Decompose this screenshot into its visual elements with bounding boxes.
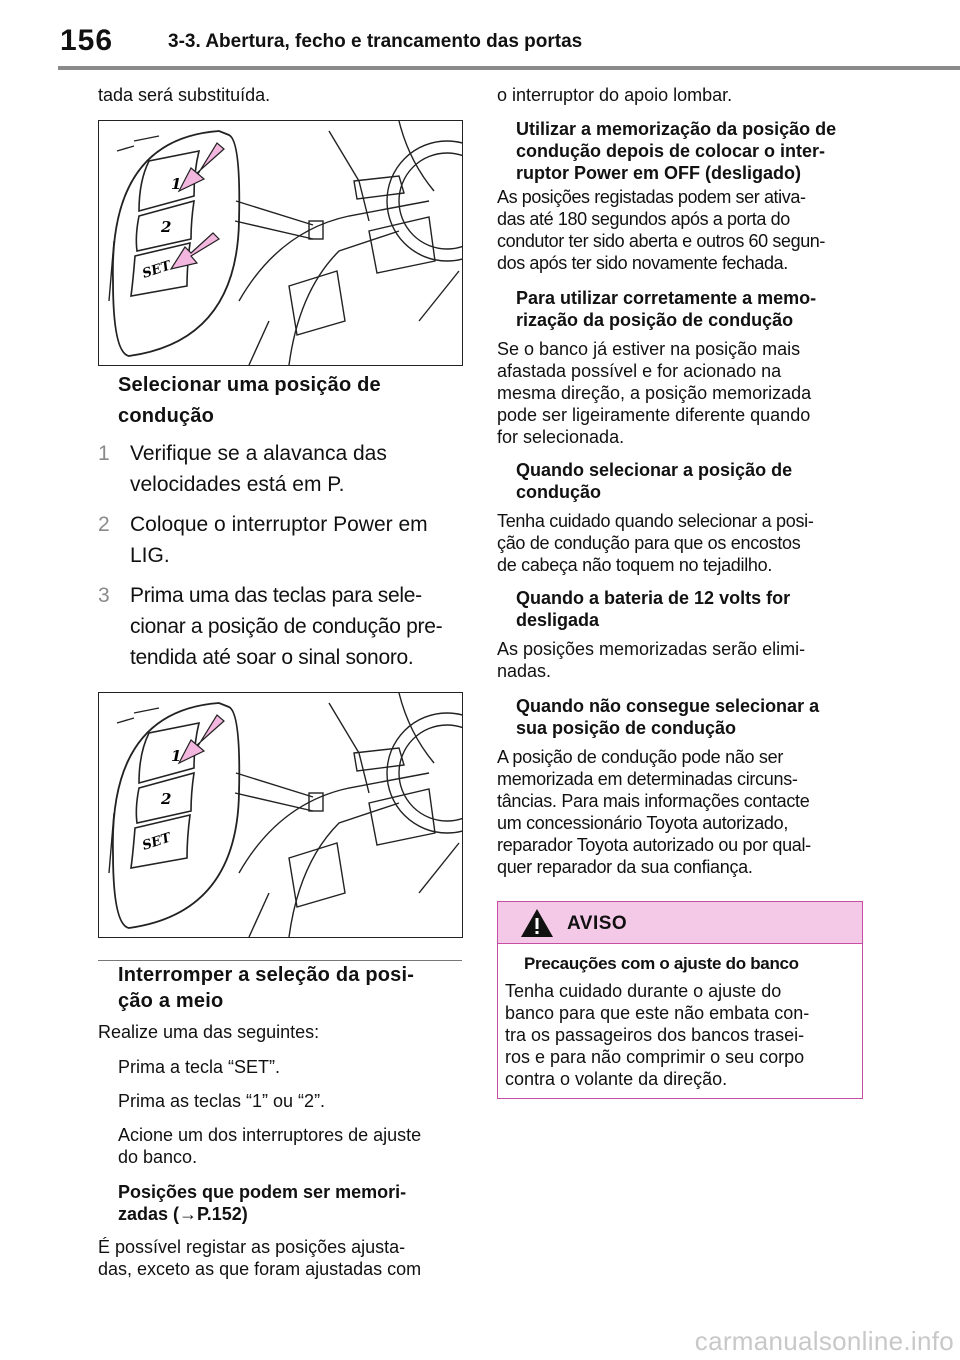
- note-body: [497, 746, 811, 878]
- page-number: 156: [60, 24, 114, 57]
- step-number: 3: [98, 584, 110, 607]
- heading-line: condução: [118, 405, 215, 427]
- body-line: As posições memorizadas serão elimi-: [497, 639, 806, 659]
- positions-body: [98, 1236, 421, 1280]
- interrupt-heading: [118, 962, 414, 1014]
- heading-line: Interromper a seleção da posi-: [118, 964, 415, 986]
- button-set-label: SET: [140, 830, 173, 854]
- step-line: LIG.: [130, 544, 170, 567]
- body-line: É possível registar as posições ajusta-: [98, 1237, 406, 1257]
- body-line: Tenha cuidado durante o ajuste do: [505, 981, 782, 1001]
- button-1-label: 1: [171, 175, 182, 193]
- heading-line: Posições que podem ser memori-: [118, 1182, 407, 1202]
- heading-line: rização da posição de condução: [516, 310, 794, 330]
- heading-line: Para utilizar corretamente a memo-: [516, 288, 817, 308]
- warning-subheading: Precauções com o ajuste do banco: [524, 954, 799, 973]
- body-line: for selecionada.: [497, 427, 625, 447]
- step-1-text: [130, 438, 387, 500]
- heading-line: ruptor Power em OFF (desligado): [516, 163, 802, 183]
- step-number: 2: [98, 513, 110, 536]
- positions-heading: [118, 1181, 406, 1225]
- step-line: Verifique se a alavanca das: [130, 442, 387, 465]
- step-line: velocidades está em P.: [130, 473, 345, 496]
- body-line: das, exceto as que foram ajustadas com: [98, 1259, 422, 1279]
- heading-line: desligada: [516, 610, 600, 630]
- body-line: memorizada em determinadas circuns-: [497, 769, 798, 789]
- select-position-heading: [118, 370, 381, 432]
- arrow-icon: [171, 233, 219, 269]
- body-line: banco para que este não embata con-: [505, 1003, 810, 1023]
- continued-text: o interruptor do apoio lombar.: [497, 85, 733, 105]
- body-line: dos após ter sido novamente fechada.: [497, 253, 788, 273]
- section-title: 3-3. Abertura, fecho e trancamento das portas: [168, 31, 583, 52]
- step-line: tendida até soar o sinal sonoro.: [130, 646, 414, 669]
- body-line: um concessionário Toyota autorizado,: [497, 813, 789, 833]
- body-line: tra os passageiros dos bancos trasei-: [505, 1025, 805, 1045]
- heading-line: Utilizar a memorização da posição de: [516, 119, 837, 139]
- note-body: [497, 638, 805, 682]
- note-heading: [516, 287, 816, 331]
- step-1: [98, 438, 110, 469]
- heading-line: condução: [516, 482, 602, 502]
- interrupt-item: Prima a tecla “SET”.: [118, 1057, 281, 1077]
- warning-box: [497, 901, 863, 1099]
- warning-icon: [520, 908, 554, 938]
- body-line: ção de condução para que os encostos: [497, 533, 801, 553]
- step-3: [98, 580, 110, 611]
- warning-header: [498, 902, 862, 944]
- illustration-memory-buttons-1: [98, 120, 463, 366]
- body-line: Se o banco já estiver na posição mais: [497, 339, 801, 359]
- body-line: condutor ter sido aberta e outros 60 segun-: [497, 231, 826, 251]
- body-line: nadas.: [497, 661, 552, 681]
- body-line: afastada possível e for acionado na: [497, 361, 782, 381]
- illustration-drawing: [99, 693, 462, 937]
- heading-line: condução depois de colocar o inter-: [516, 141, 826, 161]
- heading-line: sua posição de condução: [516, 718, 737, 738]
- button-set-label: SET: [140, 258, 173, 282]
- interrupt-intro: Realize uma das seguintes:: [98, 1022, 320, 1042]
- heading-line: Quando a bateria de 12 volts for: [516, 588, 791, 608]
- step-3-text: [130, 580, 442, 673]
- arrow-icon: [179, 715, 224, 763]
- step-line: Prima uma das teclas para sele-: [130, 584, 422, 607]
- step-line: cionar a posição de condução pre-: [130, 615, 443, 638]
- body-line: ros e para não comprimir o seu corpo: [505, 1047, 805, 1067]
- intro-text: tada será substituída.: [98, 85, 271, 105]
- body-line: contra o volante da direção.: [505, 1069, 728, 1089]
- heading-line: Selecionar uma posição de: [118, 374, 381, 396]
- illustration-drawing: [99, 121, 462, 365]
- interrupt-item: do banco.: [118, 1147, 198, 1167]
- footer-watermark: carmanualsonline.info: [694, 1326, 954, 1356]
- note-heading: [516, 695, 819, 739]
- step-line: Coloque o interruptor Power em: [130, 513, 428, 536]
- warning-label: AVISO: [567, 913, 628, 934]
- heading-line: Quando selecionar a posição de: [516, 460, 793, 480]
- arrow-icon: [179, 143, 224, 191]
- step-number: 1: [98, 442, 110, 465]
- note-heading: [516, 459, 792, 503]
- heading-line: Quando não consegue selecionar a: [516, 696, 820, 716]
- illustration-memory-buttons-2: [98, 692, 463, 938]
- step-2: [98, 509, 110, 540]
- body-line: das até 180 segundos após a porta do: [497, 209, 790, 229]
- note-heading: [516, 118, 836, 184]
- interrupt-item: Acione um dos interruptores de ajuste: [118, 1125, 422, 1145]
- step-2-text: [130, 509, 428, 571]
- body-line: tâncias. Para mais informações contacte: [497, 791, 810, 811]
- section-divider: [98, 960, 462, 961]
- body-line: pode ser ligeiramente diferente quando: [497, 405, 811, 425]
- warning-body: [505, 980, 809, 1090]
- button-1-label: 1: [171, 747, 182, 765]
- note-body: [497, 186, 825, 274]
- body-line: mesma direção, a posição memorizada: [497, 383, 812, 403]
- heading-line: ção a meio: [118, 990, 224, 1012]
- button-2-label: 2: [161, 218, 172, 236]
- note-body: [497, 510, 814, 576]
- body-line: Tenha cuidado quando selecionar a posi-: [497, 511, 814, 531]
- body-line: reparador Toyota autorizado ou por qual-: [497, 835, 811, 855]
- body-line: As posições registadas podem ser ativa-: [497, 187, 806, 207]
- header-divider: [58, 66, 960, 70]
- body-line: de cabeça não toquem no tejadilho.: [497, 555, 773, 575]
- body-line: A posição de condução pode não ser: [497, 747, 784, 767]
- note-heading: [516, 587, 790, 631]
- note-body: [497, 338, 811, 448]
- body-line: quer reparador da sua confiança.: [497, 857, 753, 877]
- button-2-label: 2: [161, 790, 172, 808]
- interrupt-item: Prima as teclas “1” ou “2”.: [118, 1091, 326, 1111]
- heading-line: zadas (→P.152): [118, 1204, 248, 1224]
